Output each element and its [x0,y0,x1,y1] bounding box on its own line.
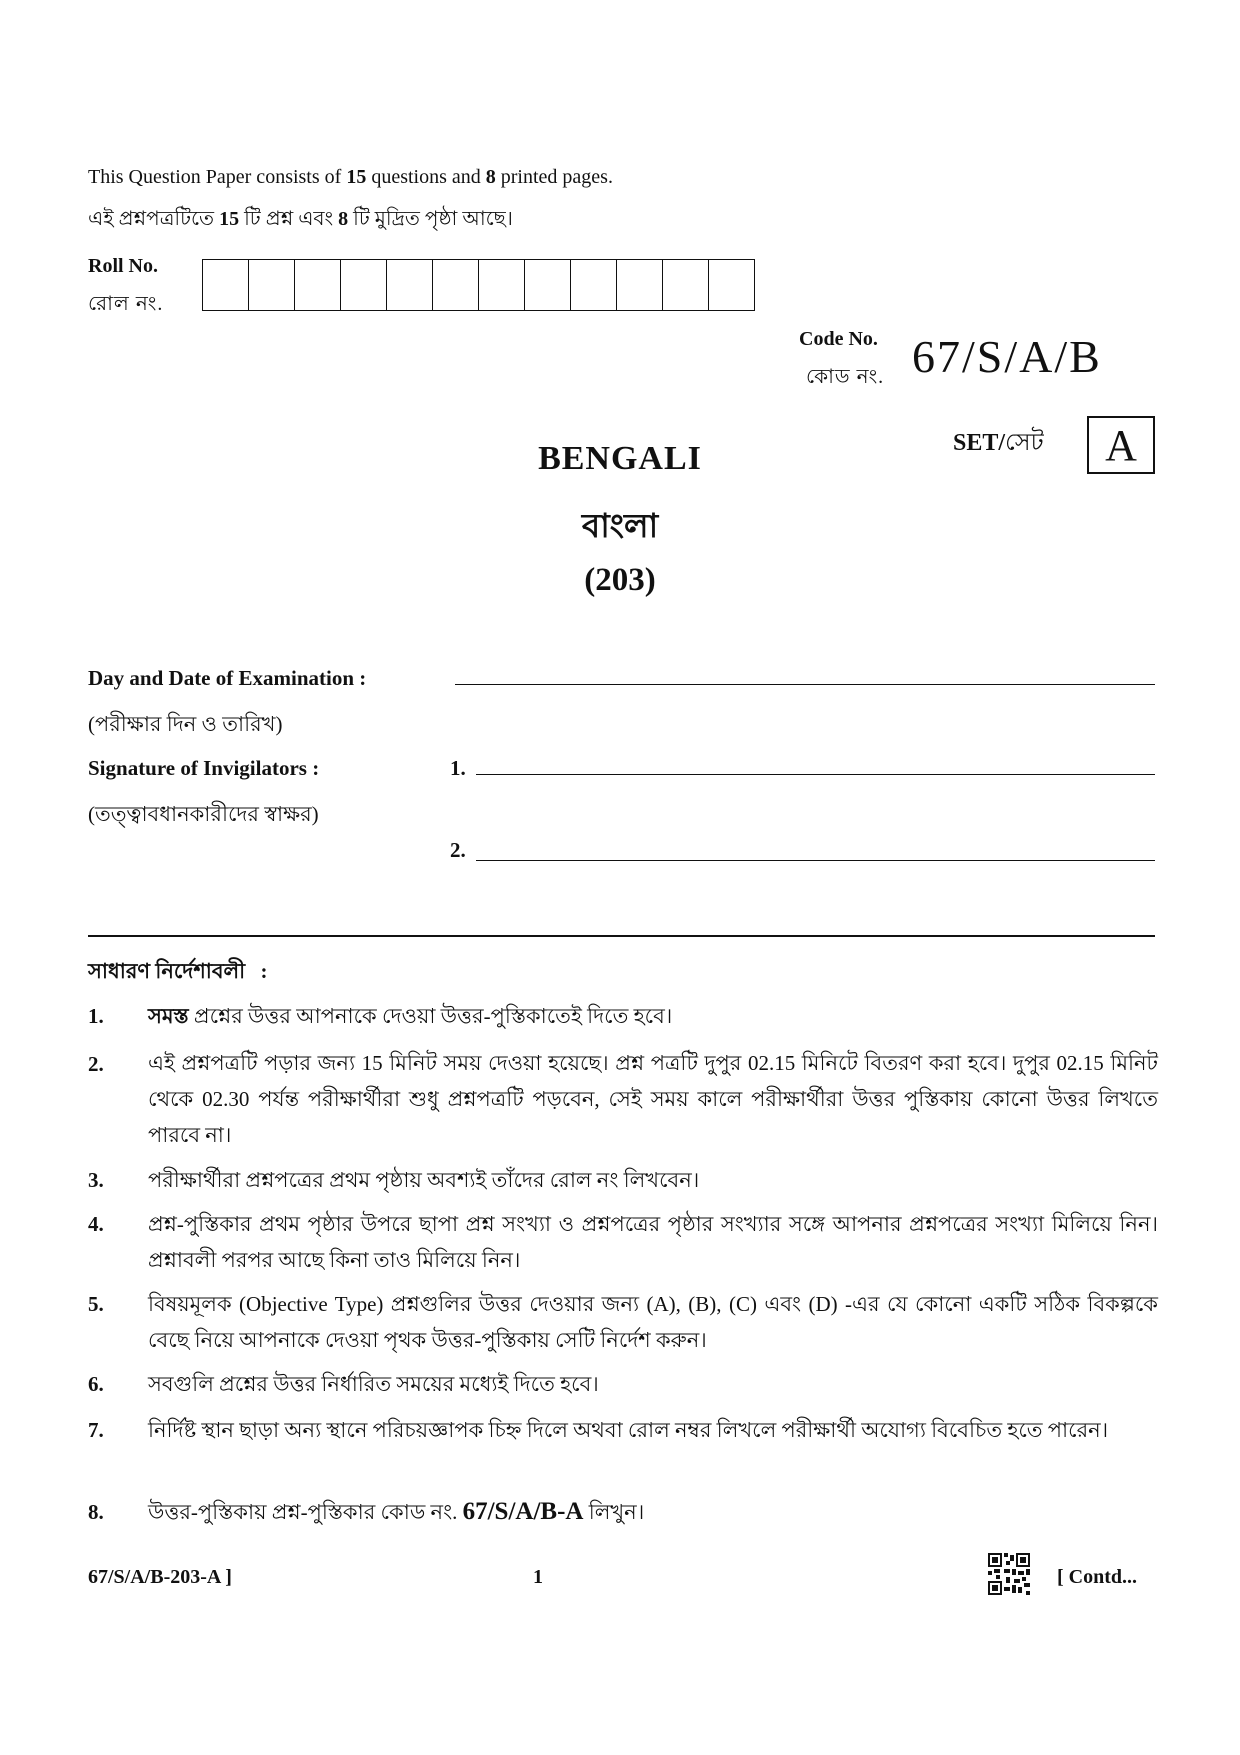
paper-info-bn [88,204,513,237]
instruction-item [148,1494,1158,1530]
paper-info-text: এই প্রশ্নপত্রটিতে [88,208,220,230]
set-label-en: SET/ [953,430,1006,456]
roll-number-boxes[interactable] [202,259,755,311]
invigilator-label-en: Signature of Invigilators : [88,756,320,780]
set-label-bn: সেট [1005,430,1044,456]
instruction-number: 8. [88,1500,104,1524]
subject-code: (203) [584,562,656,598]
paper-info-text: টি প্রশ্ন এবং [239,208,339,230]
booklet-code: 67/S/A/B-A [462,1498,584,1525]
roll-digit-box[interactable] [249,260,295,310]
instruction-item: বিষয়মূলক (Objective Type) প্রশ্নগুলির উত্তর দেওয়ার জন্য (A), (B), (C) এবং (D) -এর যে কোনো একটি সঠিক বিকল্পকে বেছে নিয়ে আপনাকে দেওয়া পৃথক উত্তর-পুস্তিকায় সেটি নির্দেশ করুন। [148,1292,1158,1352]
instruction-number: 6. [88,1372,104,1396]
questions-count: 15 [219,208,240,230]
invigilator-2-signature-line[interactable] [476,860,1155,861]
code-label-bn: কোড নং. [806,366,885,388]
instruction-number: 5. [88,1292,104,1316]
continued-marker: [ Contd... [1057,1566,1138,1588]
paper-info-text: This Question Paper consists of [88,166,347,188]
roll-digit-box[interactable] [295,260,341,310]
code-value: 67/S/A/B [912,331,1102,382]
roll-label-en: Roll No. [88,255,158,277]
instruction-bold-lead: সমস্ত [148,1004,189,1028]
invigilator-1-number: 1. [450,756,466,780]
instruction-text: প্রশ্নের উত্তর আপনাকে দেওয়া উত্তর-পুস্তিকাতেই দিতে হবে। [188,1004,673,1028]
paper-info-text: টি মুদ্রিত পৃষ্ঠা আছে। [348,208,513,230]
invigilator-label-bn: (তত্ত্বাবধানকারীদের স্বাক্ষর) [88,802,319,826]
pages-count: 8 [338,208,349,230]
instruction-text: উত্তর-পুস্তিকায় প্রশ্ন-পুস্তিকার কোড নং. [148,1500,463,1524]
roll-digit-box[interactable] [525,260,571,310]
set-value-box: A [1087,416,1155,474]
instruction-item: পরীক্ষার্থীরা প্রশ্নপত্রের প্রথম পৃষ্ঠায় অবশ্যই তাঁদের রোল নং লিখবেন। [148,1168,700,1192]
exam-date-label-bn: (পরীক্ষার দিন ও তারিখ) [88,712,283,736]
instruction-item: প্রশ্ন-পুস্তিকার প্রথম পৃষ্ঠার উপরে ছাপা প্রশ্ন সংখ্যা ও প্রশ্নপত্রের পৃষ্ঠার সংখ্যার সঙ্গে আপনার প্রশ্নপত্রের সংখ্যা মিলিয়ে নিন। প্রশ্নাবলী পরপর আছে কিনা তাও মিলিয়ে নিন। [148,1212,1158,1272]
invigilator-1-signature-line[interactable] [476,774,1155,775]
instruction-item: নির্দিষ্ট স্থান ছাড়া অন্য স্থানে পরিচয়জ্ঞাপক চিহ্ন দিলে অথবা রোল নম্বর লিখলে পরীক্ষার্থী অযোগ্য বিবেচিত হতে পারেন। [148,1418,1109,1442]
instruction-number: 2. [88,1052,104,1076]
exam-date-line[interactable] [455,684,1155,685]
roll-digit-box[interactable] [479,260,525,310]
subject-title-bn: বাংলা [581,509,659,545]
roll-digit-box[interactable] [433,260,479,310]
instruction-number: 4. [88,1212,104,1236]
pages-count: 8 [485,166,496,188]
exam-date-label-en: Day and Date of Examination : [88,666,367,690]
instruction-item: সবগুলি প্রশ্নের উত্তর নির্ধারিত সময়ের মধ্যেই দিতে হবে। [148,1372,599,1396]
roll-digit-box[interactable] [387,260,433,310]
paper-info-text: printed pages. [495,166,613,188]
section-divider [88,935,1155,937]
instruction-number: 1. [88,1004,104,1028]
instruction-item [148,998,1158,1034]
instructions-heading-colon: : [260,959,268,983]
subject-title-en: BENGALI [538,440,702,477]
questions-count: 15 [346,166,367,188]
roll-digit-box[interactable] [709,260,755,310]
roll-digit-box[interactable] [203,260,249,310]
instruction-number: 7. [88,1418,104,1442]
roll-digit-box[interactable] [617,260,663,310]
code-label-en: Code No. [799,328,878,350]
instruction-item: এই প্রশ্নপত্রটি পড়ার জন্য 15 মিনিট সময় দেওয়া হয়েছে। প্রশ্ন পত্রটি দুপুর 02.15 মিনিটে বিতরণ করা হবে। দুপুর 02.15 মিনিট থেকে 02.30 পর্যন্ত পরীক্ষার্থীরা শুধু প্রশ্নপত্রটি পড়বেন, সেই সময় কালে পরীক্ষার্থীরা উত্তর পুস্তিকায় কোনো উত্তর লিখতে পারবে না। [148,1051,1158,1147]
roll-label-bn: রোল নং. [88,293,164,315]
qr-code-icon [988,1553,1030,1595]
instructions-heading [88,955,267,990]
page-number: 1 [533,1566,543,1588]
roll-digit-box[interactable] [571,260,617,310]
roll-digit-box[interactable] [341,260,387,310]
instructions-heading-text: সাধারণ নির্দেশাবলী [88,959,246,983]
instruction-text: লিখুন। [583,1500,645,1524]
paper-info-en [88,166,613,189]
instruction-number: 3. [88,1168,104,1192]
paper-info-text: questions and [366,166,486,188]
footer-paper-code: 67/S/A/B-203-A ] [88,1566,232,1588]
invigilator-2-number: 2. [450,838,466,862]
roll-digit-box[interactable] [663,260,709,310]
